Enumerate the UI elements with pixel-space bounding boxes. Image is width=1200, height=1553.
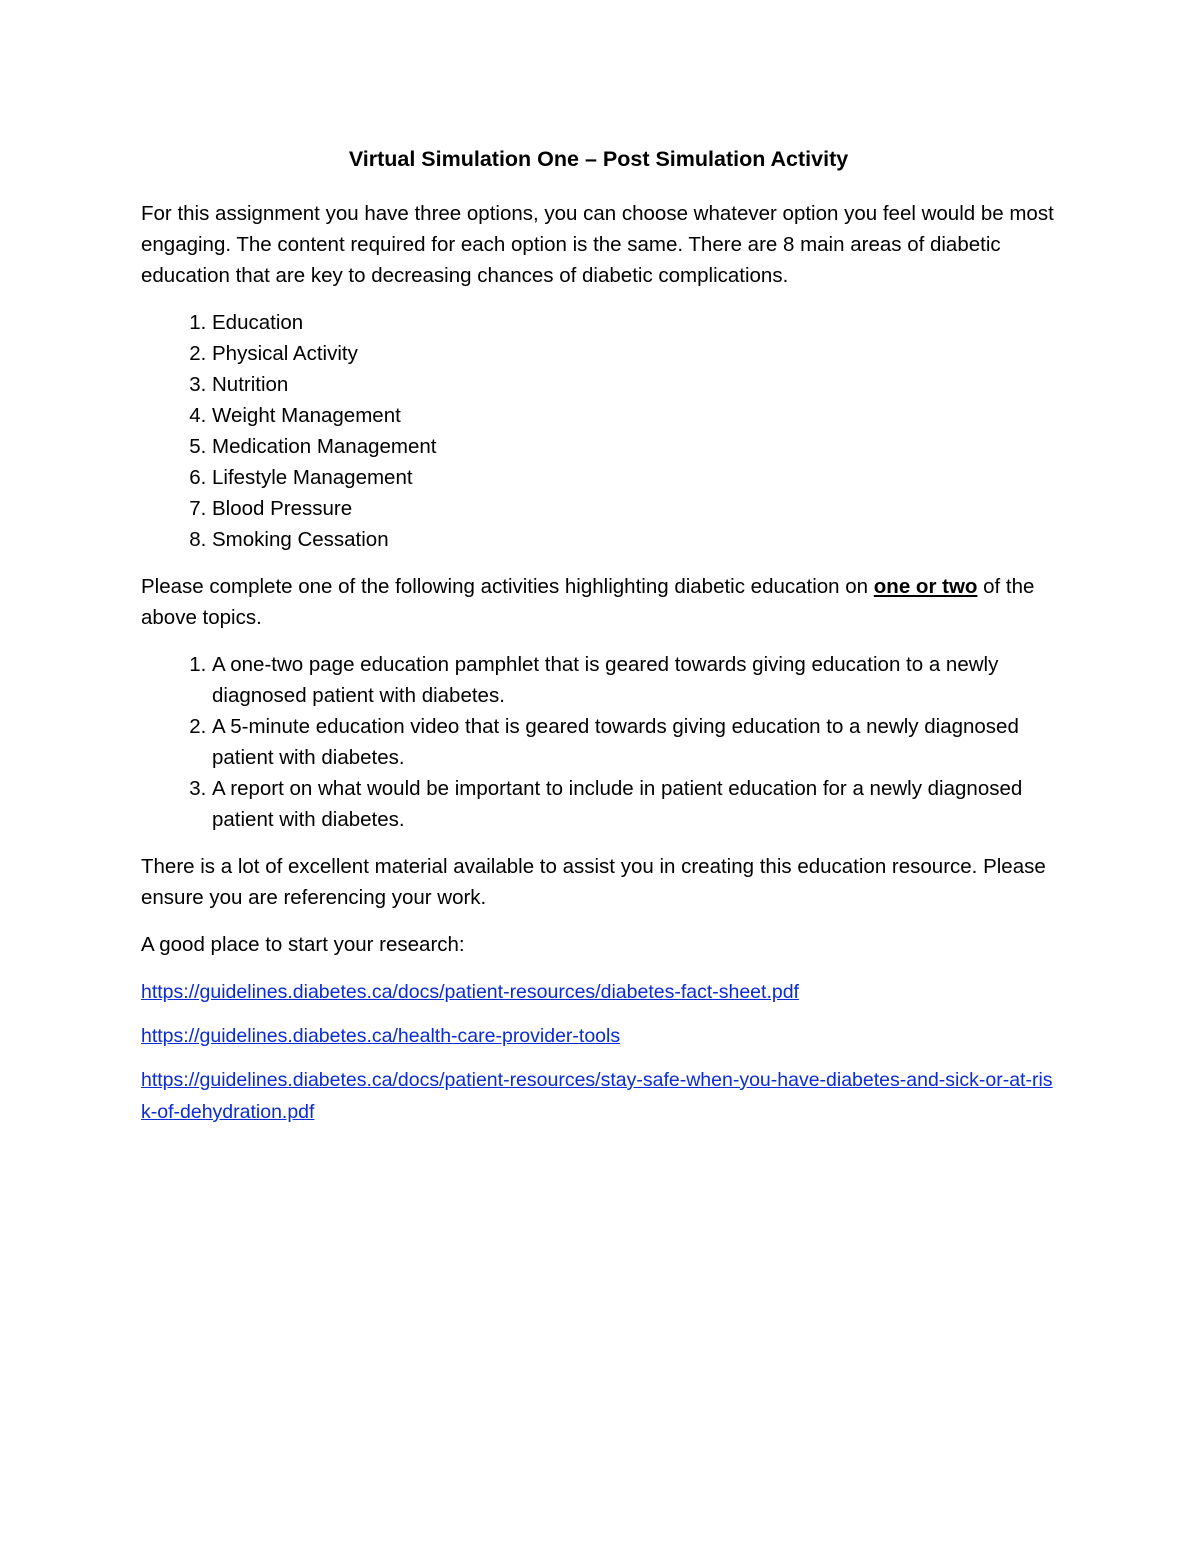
link-stay-safe-sick-dehydration[interactable]: https://guidelines.diabetes.ca/docs/patient-resources/stay-safe-when-you-have-diabetes-and-sick-or-at-risk-of-dehydration.pdf — [141, 1069, 1053, 1123]
document-page — [141, 142, 1056, 1140]
instruction-paragraph — [141, 571, 1056, 633]
instruction-emphasis: one or two — [873, 575, 978, 598]
intro-paragraph: For this assignment you have three options, you can choose whatever option you feel would be most engaging. The content required for each option is the same. There are 8 main areas of diabetic education that are key to decreasing chances of diabetic complications. — [141, 202, 1054, 287]
list-item: 1. A one-two page education pamphlet that is geared towards giving education to a newly diagnosed patient with diabetes. — [212, 649, 1056, 711]
page-title: Virtual Simulation One – Post Simulation Activity — [348, 147, 849, 171]
list-item: 5. Medication Management — [212, 431, 1056, 462]
topics-list — [141, 307, 1056, 555]
link-health-care-provider-tools[interactable]: https://guidelines.diabetes.ca/health-care-provider-tools — [141, 1025, 621, 1047]
list-item: 2. A 5-minute education video that is geared towards giving education to a newly diagnosed patient with diabetes. — [212, 711, 1056, 773]
instruction-text-end: of the above topics. — [141, 575, 1035, 629]
link-diabetes-fact-sheet[interactable]: https://guidelines.diabetes.ca/docs/patient-resources/diabetes-fact-sheet.pdf — [141, 981, 799, 1003]
list-item: 3. Nutrition — [212, 369, 1056, 400]
activities-list — [141, 649, 1056, 835]
note-paragraph: There is a lot of excellent material available to assist you in creating this education resource. Please ensure you are referencing your work. — [141, 855, 1046, 909]
instruction-text: Please complete one of the following activities highlighting diabetic education on — [141, 575, 874, 598]
list-item: 8. Smoking Cessation — [212, 524, 1056, 555]
list-item: 3. A report on what would be important to include in patient education for a newly diagnosed patient with diabetes. — [212, 773, 1056, 835]
list-item: 7. Blood Pressure — [212, 493, 1056, 524]
list-item: 2. Physical Activity — [212, 338, 1056, 369]
list-item: 4. Weight Management — [212, 400, 1056, 431]
link-paragraph — [141, 1020, 1056, 1052]
link-paragraph — [141, 976, 1056, 1008]
list-item: 6. Lifestyle Management — [212, 462, 1056, 493]
list-item: 1. Education — [212, 307, 1056, 338]
research-lead: A good place to start your research: — [141, 933, 465, 956]
link-paragraph — [141, 1064, 1056, 1128]
